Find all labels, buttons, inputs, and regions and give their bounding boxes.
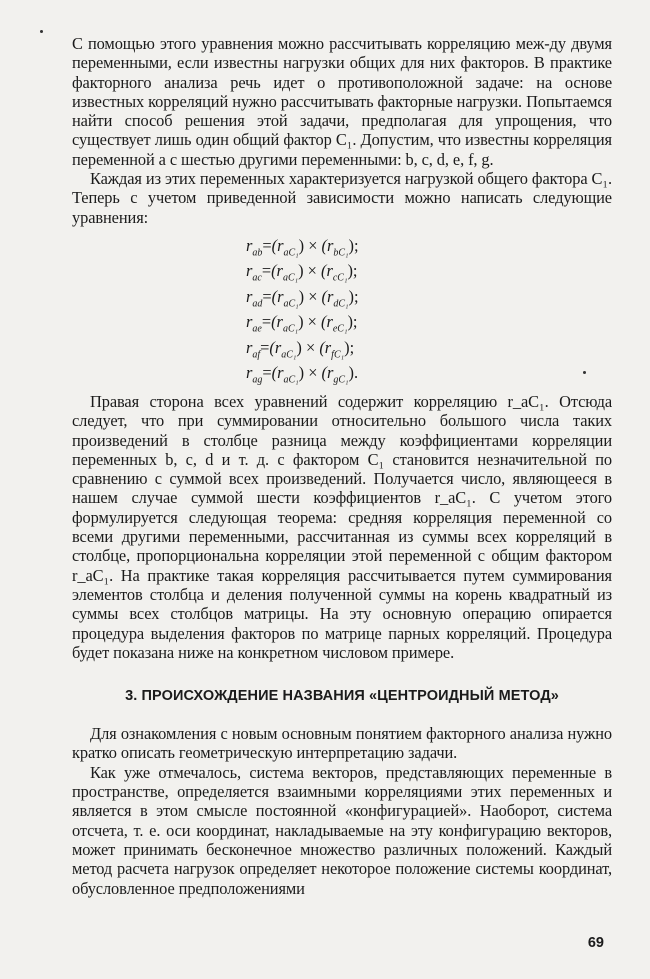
paragraph-2: Каждая из этих переменных характеризуется нагрузкой общего фактора C₁. Теперь с учетом приведенной зависимости можно написать следующие уравнения: (72, 169, 612, 227)
eq-equals: = (260, 337, 270, 357)
eq-lhs: r (246, 286, 253, 306)
eq-times: ) × (298, 312, 321, 332)
paragraph-1: С помощью этого уравнения можно рассчитывать корреляцию меж-ду двумя переменными, если известны нагрузки общих для них факторов. В практике факторного анализа речь идет о противоположной задаче: на основе известных корреляций нужно рассчитывать факторные нагрузки. Попытаемся найти способ решения этой задачи, предполагая для упрощения, что существует лишь один общий фактор C₁. Допустим, что известны корреляция переменной a с шестью другими переменными: b, c, d, e, f, g. (72, 34, 612, 169)
scan-dot-top (40, 30, 43, 33)
eq-factor-2: (r (321, 286, 334, 306)
equation-row (246, 360, 446, 386)
eq-lhs-subscript: ag (252, 374, 263, 386)
eq-end: ); (344, 337, 355, 357)
eq-equals: = (262, 363, 272, 383)
eq-factor-1-subscript: aC₁ (283, 247, 299, 259)
eq-factor-2-subscript: fC₁ (331, 349, 345, 361)
equation-row (246, 335, 446, 361)
eq-factor-1-subscript: aC₁ (282, 323, 299, 335)
eq-times: ) × (298, 235, 322, 255)
eq-factor-2: (r (321, 363, 334, 383)
equation-block (246, 233, 446, 386)
eq-factor-1: (r (271, 312, 283, 332)
eq-factor-1: (r (269, 337, 282, 357)
eq-factor-1-subscript: aC₁ (282, 272, 299, 284)
eq-end: ); (347, 312, 358, 332)
page-number: 69 (587, 935, 604, 951)
eq-factor-1-subscript: aC₁ (281, 349, 297, 361)
paragraph-4: Для ознакомления с новым основным понятием факторного анализа нужно кратко описать геометрическую интерпретацию задачи. (72, 724, 612, 763)
eq-end: ); (348, 235, 359, 255)
eq-factor-2: (r (321, 261, 333, 281)
eq-times: ) × (298, 286, 322, 306)
eq-factor-2: (r (321, 312, 333, 332)
eq-factor-2: (r (321, 235, 334, 255)
eq-lhs-subscript: ab (252, 247, 263, 259)
eq-factor-2-subscript: eC₁ (332, 323, 348, 335)
eq-times: ) × (296, 337, 320, 357)
eq-equals: = (262, 286, 272, 306)
eq-factor-2-subscript: dC₁ (333, 298, 349, 310)
eq-times: ) × (298, 261, 321, 281)
section-title: 3. ПРОИСХОЖДЕНИЕ НАЗВАНИЯ «ЦЕНТРОИДНЫЙ МЕТОД» (125, 688, 559, 705)
eq-end: ). (348, 363, 359, 383)
eq-lhs-subscript: af (252, 349, 261, 361)
eq-factor-2-subscript: bC₁ (333, 247, 349, 259)
eq-factor-1-subscript: aC₁ (283, 374, 299, 386)
eq-lhs: r (246, 235, 253, 255)
page-body (72, 34, 612, 898)
eq-lhs: r (246, 312, 253, 332)
eq-lhs: r (246, 261, 253, 281)
eq-factor-1: (r (271, 363, 284, 383)
eq-equals: = (262, 235, 272, 255)
eq-factor-1-subscript: aC₁ (283, 298, 299, 310)
paragraph-3: Правая сторона всех уравнений содержит корреляцию r_aC₁. Отсюда следует, что при суммировании относительно большого числа таких произведений в столбце разница между коэффициентами корреляции переменных b, c, d и т. д. с фактором C₁ становится незначительной по сравнению с суммой всех произведений. Получается число, являющееся в нашем случае суммой шести коэффициентов r_aC₁. С учетом этого формулируется следующая теорема: средняя корреляция переменной со всеми другими переменными, рассчитанная из суммы всех корреляций в столбце, пропорциональна корреляции этой переменной с общим фактором r_aC₁. На практике такая корреляция рассчитывается путем суммирования элементов столбца и деления полученной суммы на корень квадратный из суммы всех столбцов матрицы. На эту основную операцию опирается процедура выделения факторов по матрице парных корреляций. Процедура будет показана ниже на конкретном числовом примере. (72, 391, 612, 662)
eq-end: ); (348, 286, 359, 306)
equation-row (246, 258, 446, 284)
equation-row (246, 233, 446, 259)
eq-factor-1: (r (271, 286, 284, 306)
eq-equals: = (261, 261, 272, 281)
equation-row (246, 284, 446, 310)
eq-lhs: r (246, 363, 253, 383)
eq-lhs-subscript: ac (252, 272, 262, 284)
eq-factor-1: (r (271, 235, 284, 255)
equation-row (246, 309, 446, 335)
eq-lhs: r (246, 337, 253, 357)
eq-factor-2: (r (319, 337, 332, 357)
eq-lhs-subscript: ae (252, 323, 262, 335)
eq-end: ); (347, 261, 358, 281)
paragraph-5: Как уже отмечалось, система векторов, представляющих переменные в пространстве, определяется взаимными корреляциями этих переменных и является в этом смысле постоянной «конфигурацией». Наоборот, система отсчета, т. е. оси координат, накладываемые на эту конфигурацию векторов, может принимать бесконечное множество различных положений. Каждый метод расчета нагрузок определяет некоторое положение системы координат, обусловленное предположениями (72, 762, 612, 898)
eq-equals: = (261, 312, 272, 332)
eq-times: ) × (298, 363, 322, 383)
eq-factor-2-subscript: cC₁ (332, 272, 348, 284)
eq-factor-2-subscript: gC₁ (333, 374, 349, 386)
eq-factor-1: (r (271, 261, 283, 281)
eq-lhs-subscript: ad (252, 298, 263, 310)
